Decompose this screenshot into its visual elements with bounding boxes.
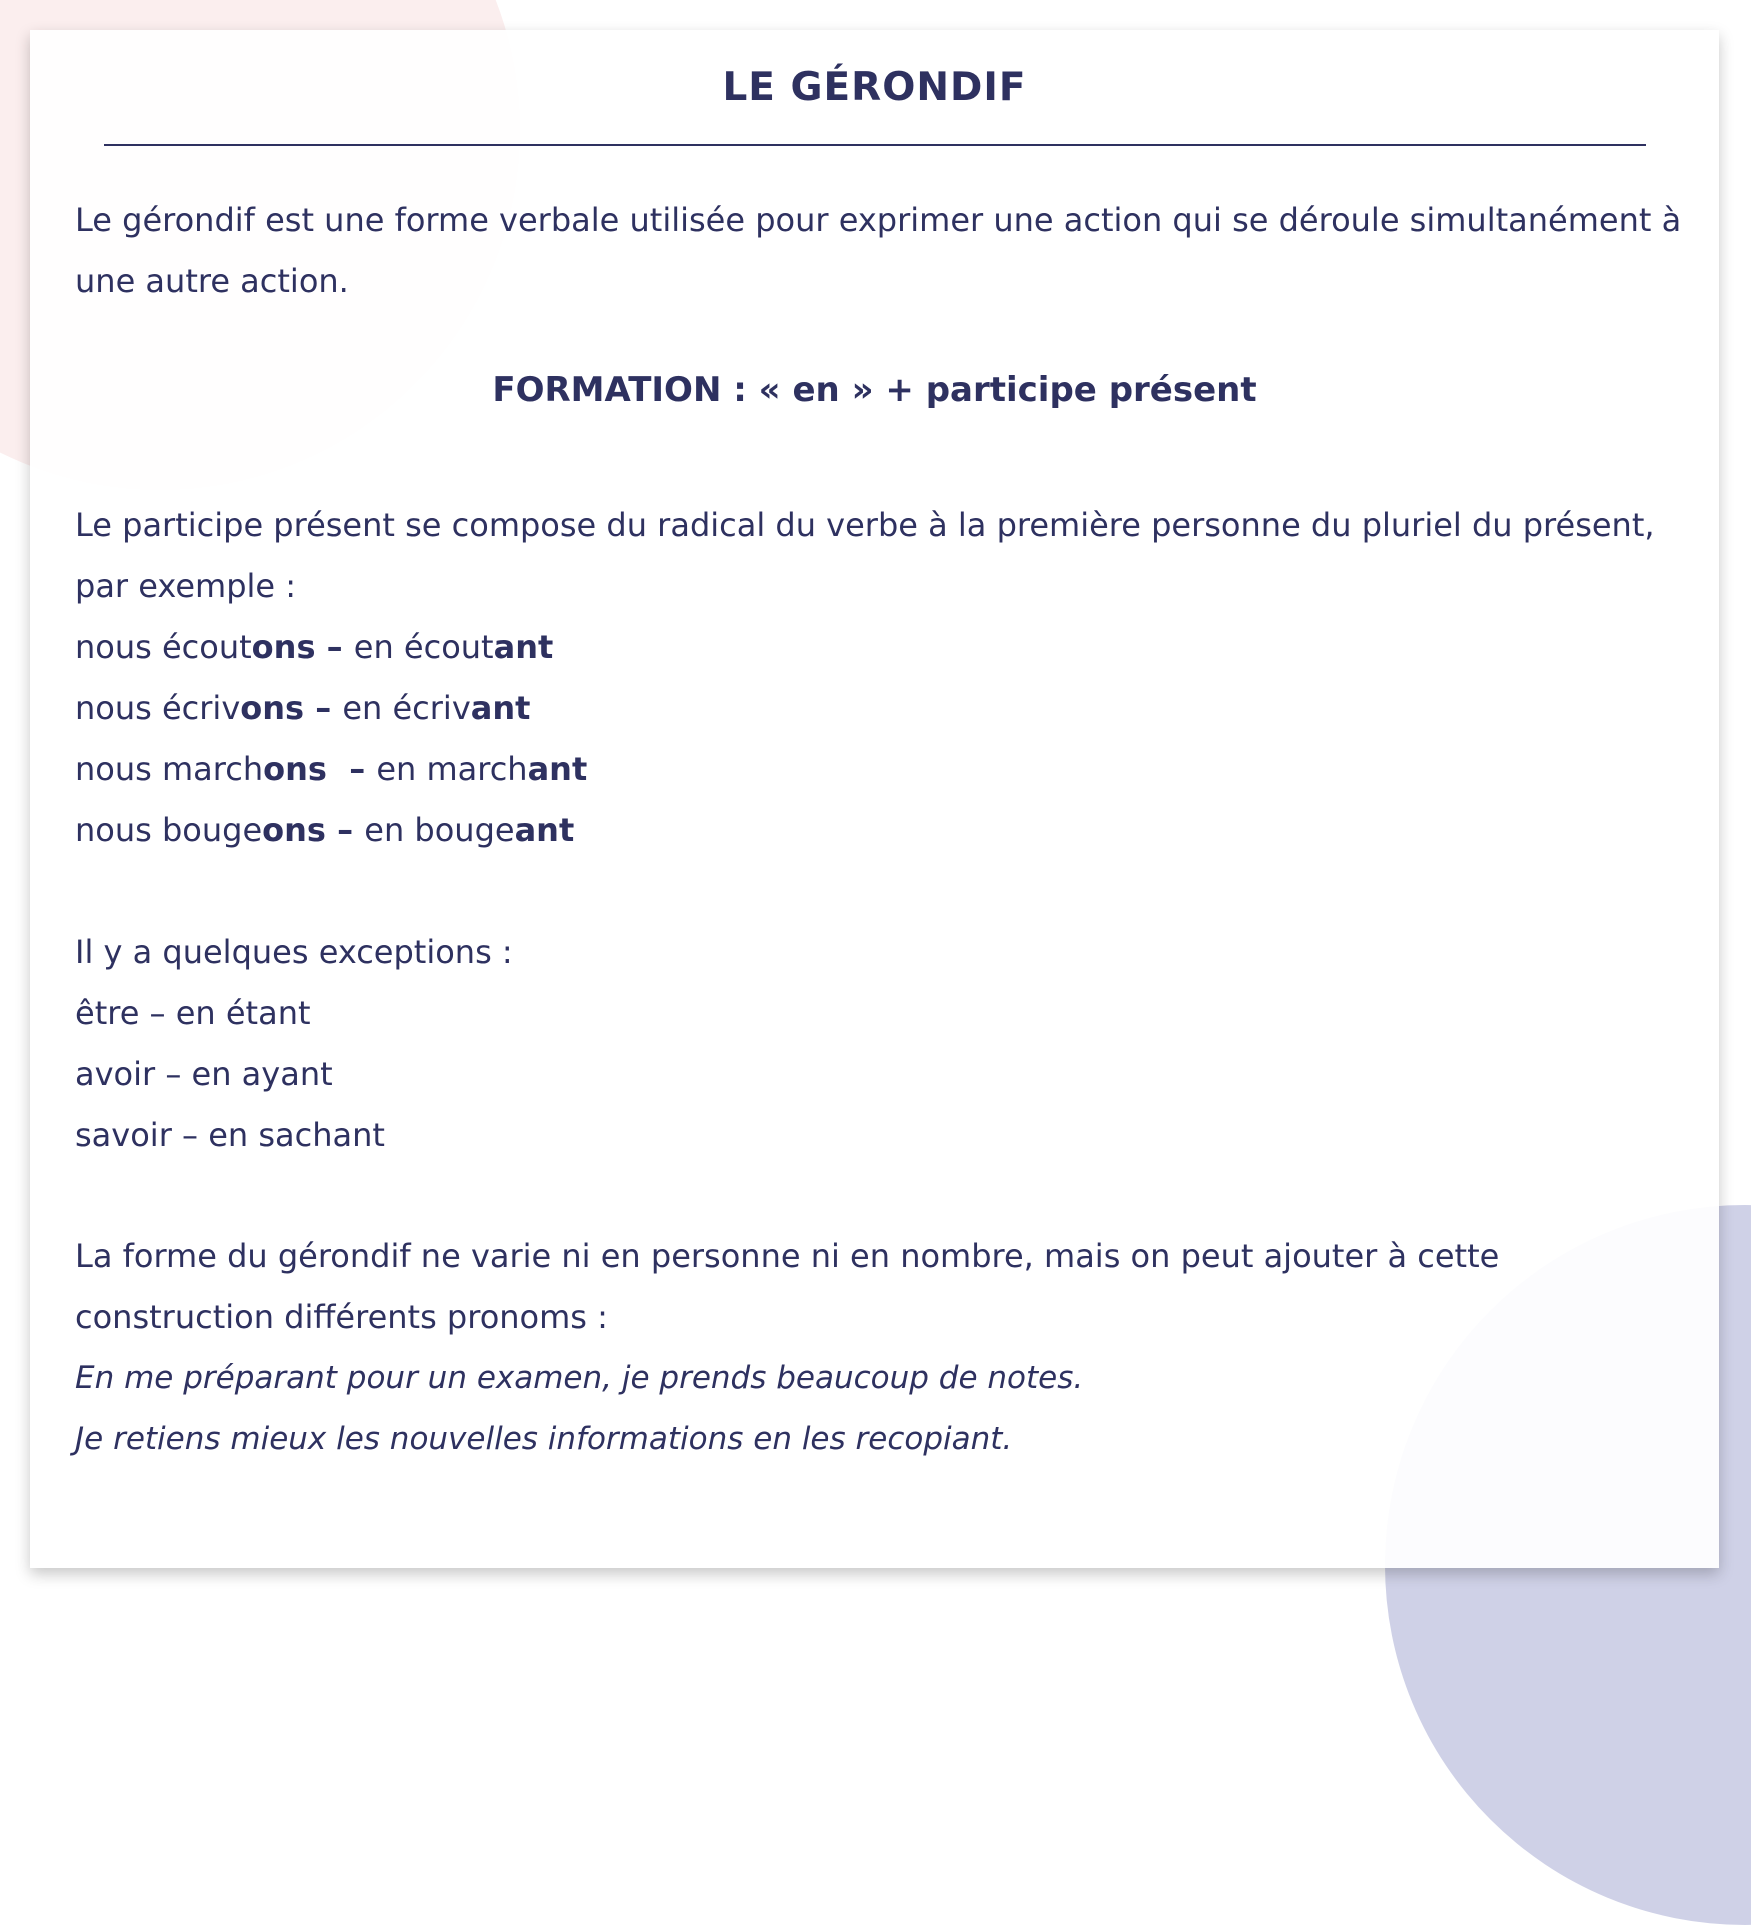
example-row: nous marchons – en marchant [75,750,588,788]
title-divider [104,144,1646,146]
exception-item: être – en étant [75,994,311,1032]
exception-item: avoir – en ayant [75,1055,333,1093]
intro-paragraph: Le gérondif est une forme verbale utilisée pour exprimer une action qui se déroule simultanément à une autre action. [75,201,1682,300]
formation-heading: FORMATION : « en » + participe présent [492,370,1257,410]
example-row: nous bougeons – en bougeant [75,811,575,849]
page-title: LE GÉRONDIF [722,65,1027,110]
content-card [30,30,1719,1568]
exceptions-intro: Il y a quelques exceptions : [75,933,513,971]
example-row: nous écrivons – en écrivant [75,689,531,727]
exception-item: savoir – en sachant [75,1116,385,1154]
example-sentence: Je retiens mieux les nouvelles informations en les recopiant. [75,1421,1013,1457]
participle-intro-paragraph: Le participe présent se compose du radical du verbe à la première personne du pluriel du présent, par exemple : [75,506,1655,605]
example-sentence: En me préparant pour un examen, je prends beaucoup de notes. [75,1360,1084,1396]
invariable-paragraph: La forme du gérondif ne varie ni en personne ni en nombre, mais on peut ajouter à cette construction différents pronoms : [75,1237,1500,1336]
example-row: nous écoutons – en écoutant [75,628,554,666]
